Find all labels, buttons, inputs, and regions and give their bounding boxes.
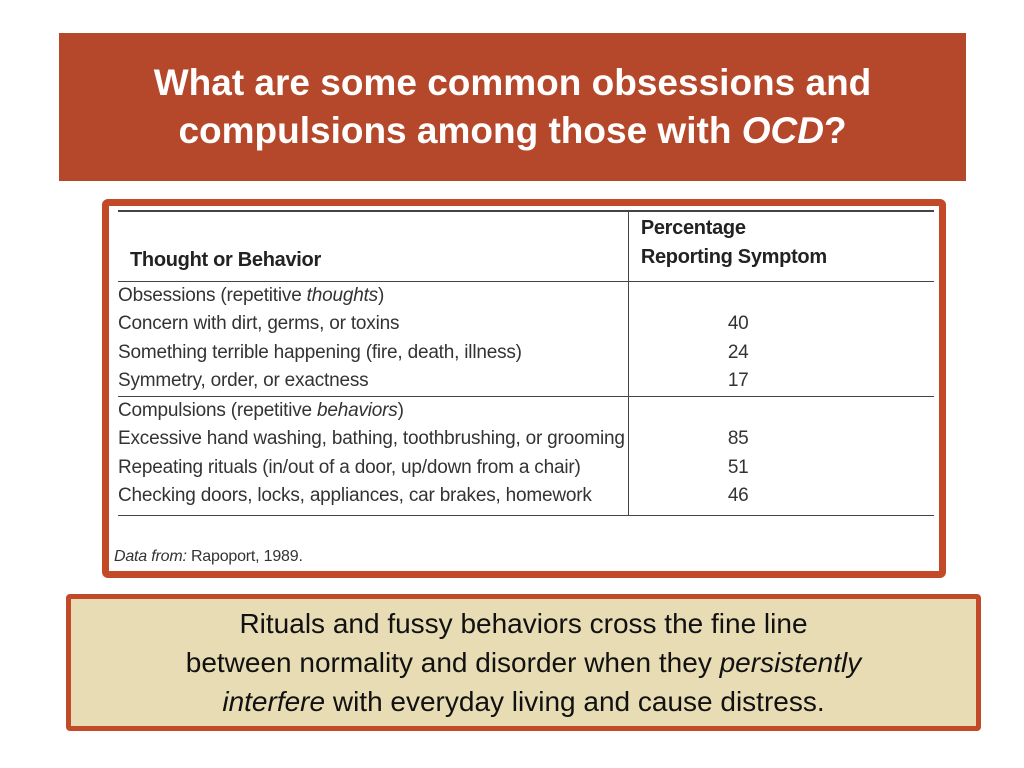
table-row-label: Concern with dirt, germs, or toxins — [118, 310, 628, 339]
table-row-label: Excessive hand washing, bathing, toothbrushing, or grooming — [118, 425, 628, 454]
table-row-value: 51 — [727, 456, 749, 478]
table-row-value: 85 — [727, 428, 749, 449]
section-heading-compulsions: Compulsions (repetitive behaviors) — [118, 396, 628, 425]
title-banner — [59, 33, 966, 181]
callout-text: Rituals and fussy behaviors cross the fine line between normality and disorder when they persistently interfere with everyday living and cause distress. — [185, 608, 862, 717]
column-header-percentage-text: Percentage Reporting Symptom — [640, 216, 827, 268]
table-row-value: 24 — [727, 341, 749, 363]
table-row-label: Repeating rituals (in/out of a door, up/down from a chair) — [118, 454, 628, 483]
table-row-label: Checking doors, locks, appliances, car brakes, homework — [118, 482, 628, 515]
callout-box — [66, 594, 981, 731]
column-header-percentage — [628, 211, 934, 281]
column-header-thought: Thought or Behavior — [118, 211, 628, 281]
table-panel — [109, 206, 939, 571]
table-row-value: 40 — [727, 313, 749, 334]
table-row-value: 46 — [628, 482, 934, 515]
ocd-symptom-table — [118, 210, 934, 516]
table-row-label: Something terrible happening (fire, death, illness) — [118, 339, 628, 368]
table-source-note: Data from: Rapoport, 1989. — [114, 548, 303, 565]
table-frame — [102, 199, 946, 578]
table-row-label: Symmetry, order, or exactness — [118, 367, 628, 396]
table-row-value: 17 — [727, 370, 749, 391]
slide-title: What are some common obsessions and compulsions among those with OCD? — [153, 62, 872, 151]
section-heading-obsessions: Obsessions (repetitive thoughts) — [118, 281, 628, 310]
